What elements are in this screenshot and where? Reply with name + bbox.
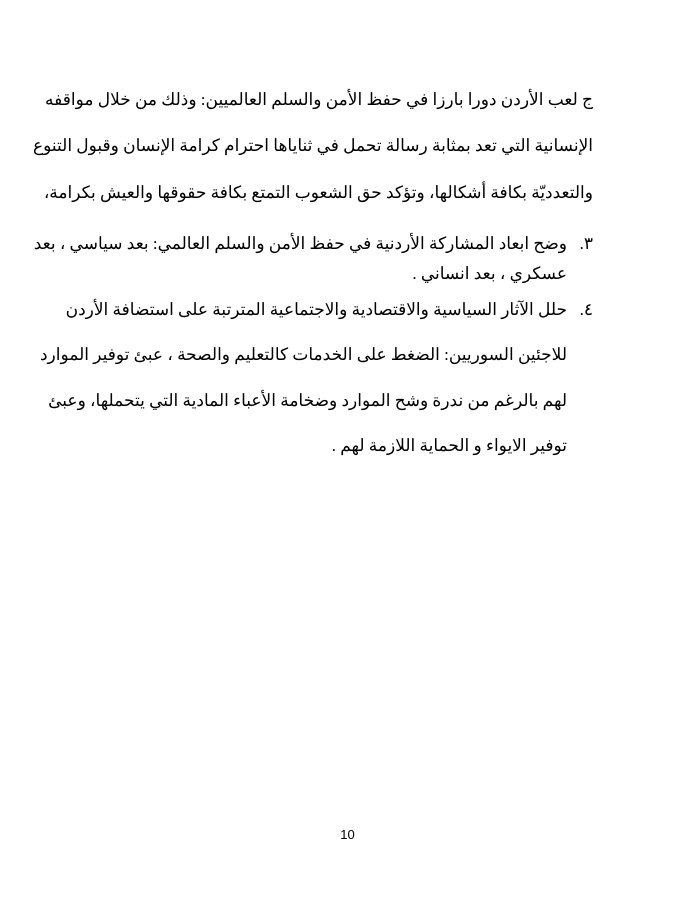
item-3-line-1: وضح ابعاد المشاركة الأردنية في حفظ الأمن والسلم العالمي: بعد سياسي ، بعد	[33, 234, 567, 253]
item-4-number: ٤.	[579, 300, 593, 319]
item-3-line-2: عسكري ، بعد انساني .	[412, 264, 567, 283]
page-number: 10	[340, 827, 355, 842]
item-4-line-3: لهم بالرغم من ندرة وشح الموارد وضخامة الأعباء المادية التي يتحملها، وعبئ	[48, 391, 567, 410]
item-4-line-2: للاجئين السوريين: الضغط على الخدمات كالتعليم والصحة ، عبئ توفير الموارد	[39, 345, 567, 364]
paragraph-c-line-3: والتعدديّة بكافة أشكالها، وتؤكد حق الشعوب التمتع بكافة حقوقها والعيش بكرامة،	[43, 183, 593, 202]
item-3-number: ٣.	[579, 234, 593, 253]
item-4-line-4: توفير الايواء و الحماية اللازمة لهم .	[331, 436, 567, 455]
item-4-line-1: حلل الآثار السياسية والاقتصادية والاجتماعية المترتبة على استضافة الأردن	[65, 300, 567, 319]
paragraph-c-line-2: الإنسانية التي تعد بمثابة رسالة تحمل في ثناياها احترام كرامة الإنسان وقبول التنوع	[32, 136, 593, 155]
paragraph-c-line-1: ج لعب الأردن دورا بارزا في حفظ الأمن والسلم العالميين: وذلك من خلال مواقفه	[45, 90, 593, 109]
